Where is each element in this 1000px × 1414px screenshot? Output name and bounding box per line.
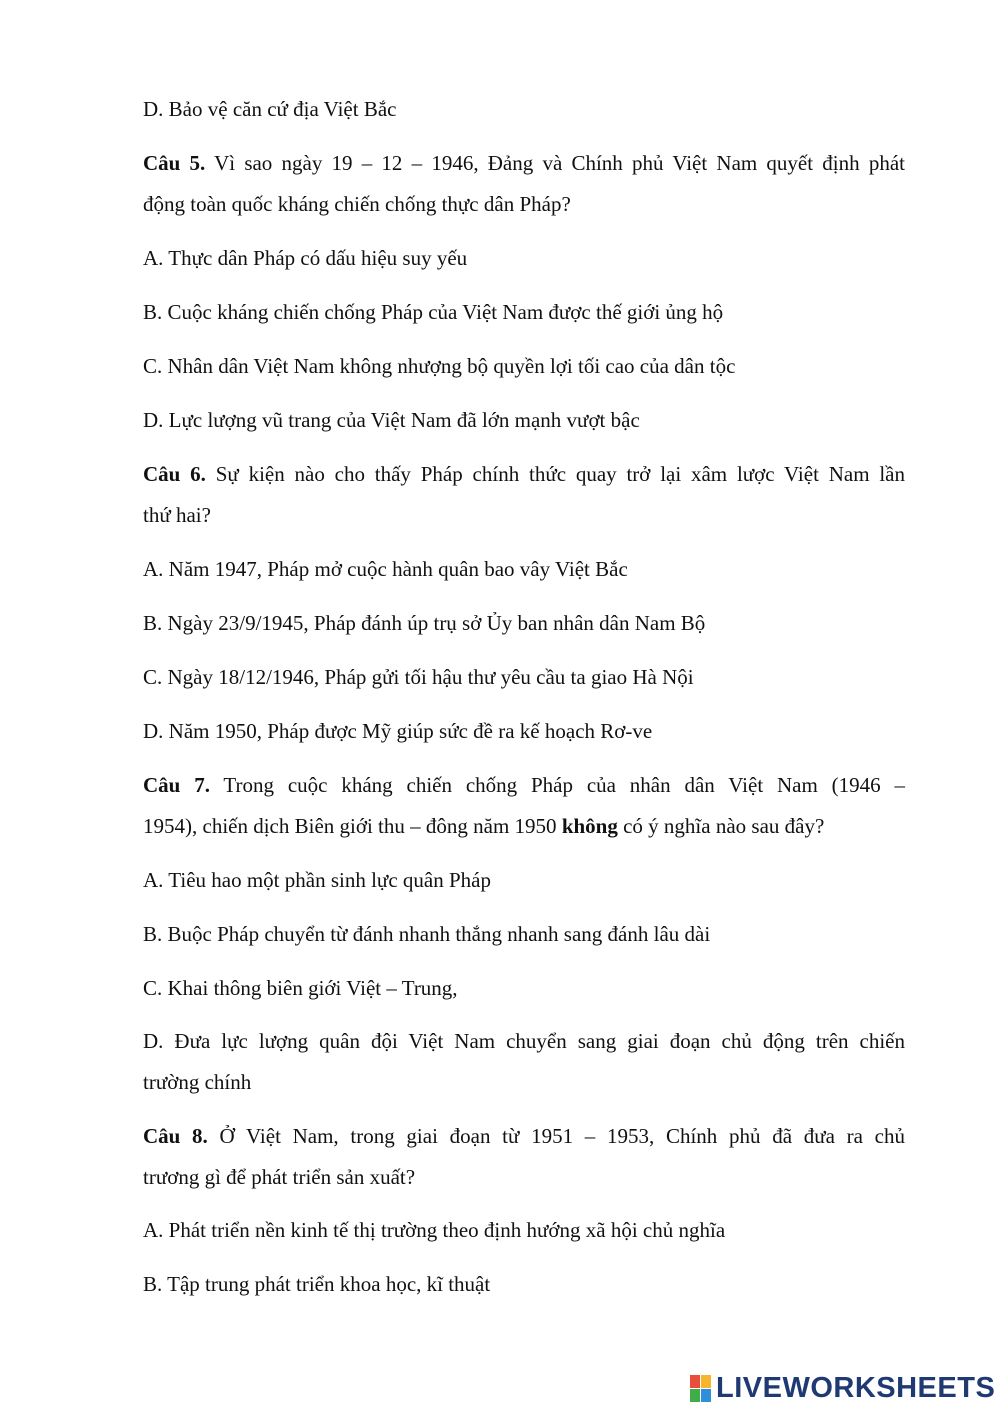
q7-stem-line-2: [143, 812, 905, 840]
q6-label: Câu 6.: [143, 462, 206, 486]
q6-stem-text-1: Sự kiện nào cho thấy Pháp chính thức quay trở lại xâm lược Việt Nam lần: [205, 462, 905, 486]
q7-stem-line-1: [143, 771, 905, 799]
q6-option-d: D. Năm 1950, Pháp được Mỹ giúp sức đề ra kế hoạch Rơ-ve: [143, 719, 653, 743]
q7-option-d-line-1: D. Đưa lực lượng quân đội Việt Nam chuyển sang giai đoạn chủ động trên chiến: [143, 1029, 905, 1053]
q5-stem-text-1: Vì sao ngày 19 – 12 – 1946, Đảng và Chính phủ Việt Nam quyết định phát: [205, 151, 905, 175]
q5-stem-line-1: [143, 149, 905, 177]
q6-option-c: C. Ngày 18/12/1946, Pháp gửi tối hậu thư yêu cầu ta giao Hà Nội: [143, 665, 694, 689]
q8-label: Câu 8.: [143, 1124, 208, 1148]
q7-label: Câu 7.: [143, 773, 210, 797]
q7-option-a: A. Tiêu hao một phần sinh lực quân Pháp: [143, 868, 491, 892]
q6-stem-line-1: [143, 460, 905, 488]
q5-option-a: A. Thực dân Pháp có dấu hiệu suy yếu: [143, 246, 468, 270]
q7-option-c: C. Khai thông biên giới Việt – Trung,: [143, 976, 458, 1000]
liveworksheets-logo-icon: [690, 1375, 712, 1403]
q6-stem-line-2: thứ hai?: [143, 503, 211, 527]
liveworksheets-brand: [690, 1372, 995, 1405]
q4-option-d: D. Bảo vệ căn cứ địa Việt Bắc: [143, 97, 397, 121]
q7-option-d-line-2: trường chính: [143, 1070, 252, 1094]
q8-option-a: A. Phát triển nền kinh tế thị trường theo định hướng xã hội chủ nghĩa: [143, 1218, 726, 1242]
q8-stem-line-1: [143, 1122, 905, 1150]
q5-option-c: C. Nhân dân Việt Nam không nhượng bộ quyền lợi tối cao của dân tộc: [143, 354, 736, 378]
q8-stem-line-2: trương gì để phát triển sản xuất?: [143, 1165, 416, 1189]
q7-stem-text-2a: 1954), chiến dịch Biên giới thu – đông năm 1950: [143, 814, 562, 838]
q6-option-b: B. Ngày 23/9/1945, Pháp đánh úp trụ sở Ủy ban nhân dân Nam Bộ: [143, 611, 706, 635]
q7-stem-text-2b: có ý nghĩa nào sau đây?: [617, 814, 825, 838]
q8-option-b: B. Tập trung phát triển khoa học, kĩ thuật: [143, 1272, 491, 1296]
q5-option-d: D. Lực lượng vũ trang của Việt Nam đã lớn mạnh vượt bậc: [143, 408, 640, 432]
brand-name: LIVEWORKSHEETS: [716, 1372, 996, 1404]
q8-stem-text-1: Ở Việt Nam, trong giai đoạn từ 1951 – 1953, Chính phủ đã đưa ra chủ: [207, 1124, 905, 1148]
q5-label: Câu 5.: [143, 151, 206, 175]
q7-option-b: B. Buộc Pháp chuyển từ đánh nhanh thắng nhanh sang đánh lâu dài: [143, 922, 711, 946]
q6-option-a: A. Năm 1947, Pháp mở cuộc hành quân bao vây Việt Bắc: [143, 557, 628, 581]
q5-option-b: B. Cuộc kháng chiến chống Pháp của Việt Nam được thế giới ủng hộ: [143, 300, 724, 324]
q7-emphasis: không: [561, 814, 618, 838]
q7-stem-text-1: Trong cuộc kháng chiến chống Pháp của nhân dân Việt Nam (1946 –: [209, 773, 905, 797]
q5-stem-line-2: động toàn quốc kháng chiến chống thực dân Pháp?: [143, 192, 571, 216]
